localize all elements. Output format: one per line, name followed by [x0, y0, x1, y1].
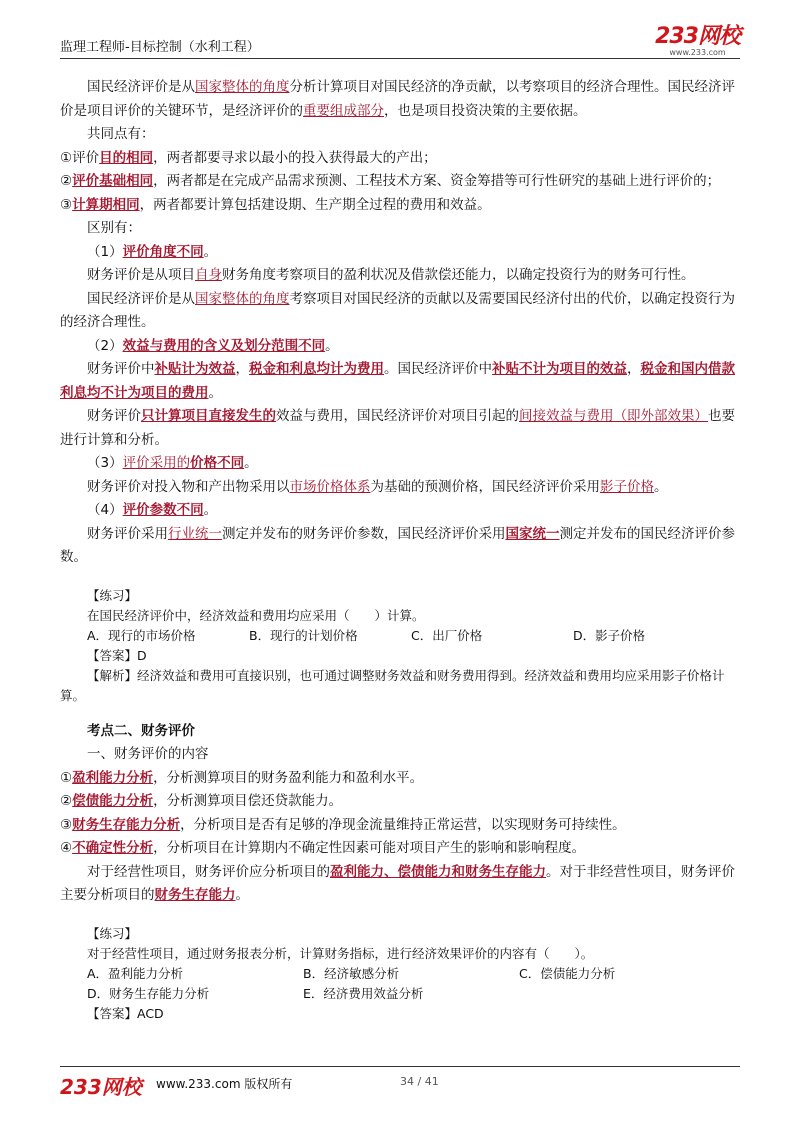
option: D．影子价格 — [573, 627, 646, 643]
option: C．出厂价格 — [411, 627, 483, 643]
copyright: www.233.com 版权所有 — [156, 1077, 293, 1091]
option: B．经济敏感分析 — [303, 965, 400, 981]
option: A．现行的市场价格 — [87, 627, 196, 643]
common-item: ②评价基础相同，两者都是在完成产品需求预测、工程技术方案、资金筹措等可行性研究的基础上进行评价的； — [60, 173, 721, 189]
practice-question: 对于经营性项目，通过财务报表分析，计算财务指标，进行经济效果评价的内容有（ ）。 — [87, 945, 594, 961]
page-footer — [60, 1066, 740, 1097]
paragraph: 国民经济评价是从国家整体的角度分析计算项目对国民经济的净贡献，以考察项目的经济合理性。国民经济评价是项目评价的关键环节，是经济评价的重要组成部分，也是项目投资决策的主要依据。 — [60, 79, 735, 119]
common-item: ③计算期相同，两者都要计算包括建设期、生产期全过程的费用和效益。 — [60, 196, 491, 213]
document-body — [60, 76, 738, 1024]
paragraph: 财务评价中补贴计为效益，税金和利息均计为费用。国民经济评价中补贴不计为项目的效益，税金和国内借款利息均不计为项目的费用。 — [60, 361, 735, 401]
practice-answer: 【答案】D — [87, 647, 147, 663]
section-financial — [60, 720, 738, 908]
paragraph: 对于经营性项目，财务评价应分析项目的盈利能力、偿债能力和财务生存能力。对于非经营性项目，财务评价主要分析项目的财务生存能力。 — [60, 863, 735, 903]
list-item: ④不确定性分析，分析项目在计算期内不确定性因素可能对项目产生的影响和影响程度。 — [60, 840, 586, 856]
paragraph: 财务评价采用行业统一测定并发布的财务评价参数，国民经济评价采用国家统一测定并发布的国民经济评价参数。 — [60, 525, 735, 565]
list-item: ③财务生存能力分析，分析项目是否有足够的净现金流量维持正常运营，以实现财务可持续性。 — [60, 816, 626, 833]
common-item: ①评价目的相同，两者都要寻求以最小的投入获得最大的产出； — [60, 149, 437, 166]
practice-options — [60, 626, 738, 646]
paragraph: 国民经济评价是从国家整体的角度考察项目对国民经济的贡献以及需要国民经济付出的代价，以确定投资行为的经济合理性。 — [60, 290, 735, 330]
practice-question: 在国民经济评价中，经济效益和费用均应采用（ ）计算。 — [87, 607, 425, 623]
doc-title: 监理工程师-目标控制（水利工程） — [60, 40, 260, 55]
option: C．偿债能力分析 — [519, 965, 616, 981]
practice-label: 【练习】 — [87, 925, 138, 941]
paragraph: 财务评价是从项目自身财务角度考察项目的盈利状况及借款偿还能力，以确定投资行为的财务可行性。 — [87, 267, 695, 283]
option: A．盈利能力分析 — [87, 965, 184, 981]
paragraph: 财务评价只计算项目直接发生的效益与费用，国民经济评价对项目引起的间接效益与费用（即外部效果）也要进行计算和分析。 — [60, 408, 735, 448]
practice-options — [60, 984, 738, 1004]
option: E．经济费用效益分析 — [303, 985, 424, 1001]
list-item: ①盈利能力分析，分析测算项目的财务盈利能力和盈利水平。 — [60, 769, 424, 786]
footer-logo: 233网校 — [60, 1075, 142, 1099]
section-subtitle: 一、财务评价的内容 — [87, 746, 209, 762]
list-item: ②偿债能力分析，分析测算项目偿还贷款能力。 — [60, 793, 343, 809]
page-number: 34 / 41 — [400, 1075, 439, 1088]
diff-heading: （1）评价角度不同。 — [87, 243, 218, 260]
practice-block — [60, 586, 738, 706]
diff-title: 区别有： — [87, 220, 141, 236]
practice-options — [60, 964, 738, 984]
paragraph: 财务评价对投入物和产出物采用以市场价格体系为基础的预测价格，国民经济评价采用影子价格。 — [87, 478, 668, 495]
diff-heading: （4）评价参数不同。 — [87, 502, 218, 518]
brand-logo: 233网校 www.233.com — [655, 24, 740, 57]
page-header — [60, 24, 740, 59]
practice-analysis: 【解析】经济效益和费用可直接识别，也可通过调整财务效益和财务费用得到。经济效益和费用均应采用影子价格计算。 — [60, 667, 725, 703]
practice-block — [60, 924, 738, 1024]
diff-heading: （2）效益与费用的含义及划分范围不同。 — [87, 337, 339, 354]
option: D．财务生存能力分析 — [87, 985, 210, 1001]
practice-answer: 【答案】ACD — [87, 1005, 164, 1021]
diff-heading: （3）评价采用的价格不同。 — [87, 455, 258, 471]
common-title: 共同点有： — [87, 126, 155, 142]
option: B．现行的计划价格 — [249, 627, 358, 643]
section-title: 考点二、财务评价 — [87, 722, 195, 739]
practice-label: 【练习】 — [87, 587, 138, 603]
